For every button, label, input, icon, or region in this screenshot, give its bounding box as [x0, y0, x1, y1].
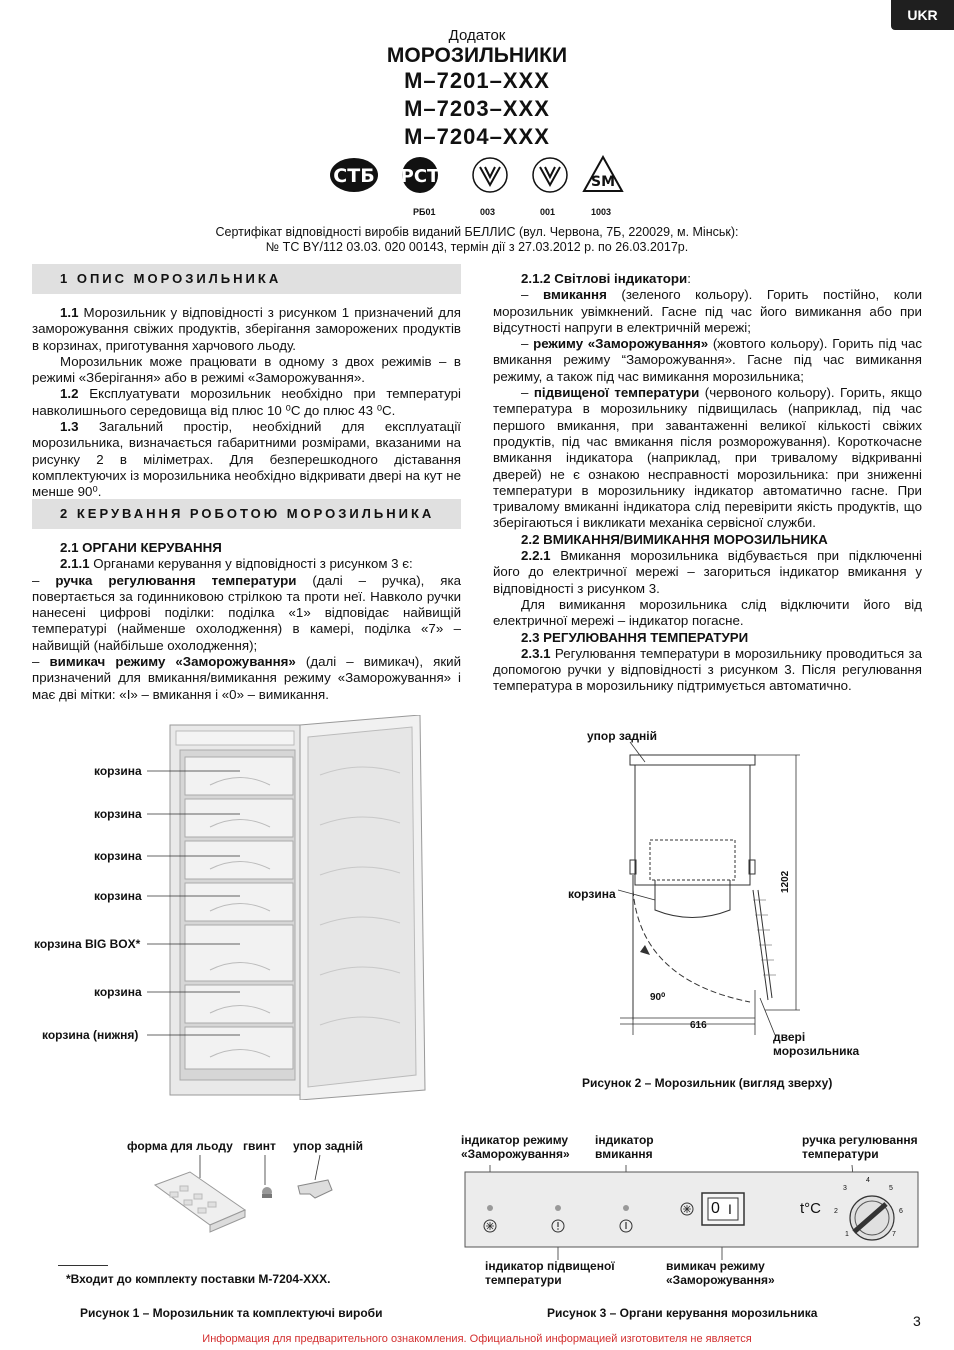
screw-icon	[262, 1187, 272, 1198]
label-line: вимикач режиму	[666, 1259, 765, 1273]
certificate-text	[0, 225, 954, 255]
model-3: М–7204–XXX	[404, 124, 550, 149]
clause-number: 1.3	[60, 419, 79, 435]
appendix-label: Додаток	[448, 27, 506, 44]
cert-line: Сертифікат відповідності виробів виданий БЕЛЛИС (вул. Червона, 7Б, 220029, м. Мінськ):	[215, 225, 739, 239]
ukr-mark-icon-2	[533, 158, 567, 192]
section-2-body-right	[493, 271, 922, 695]
indicator-power-item	[493, 287, 922, 336]
certification-marks	[328, 155, 628, 195]
ice-tray-icon	[155, 1172, 245, 1232]
dimension-width: 616	[690, 1020, 707, 1031]
term-text: (далі – вимикач), який призначений для вмикання/вимикання режиму «Заморожування» і має дві мітки: «I» – вмикання і «0» – вимикання.	[32, 654, 461, 702]
label-power-indicator	[595, 1133, 654, 1161]
term: ручка регулювання температури	[55, 572, 297, 588]
label-line: індикатор підвищеної	[485, 1259, 615, 1273]
clause-number: 1.1	[60, 305, 79, 320]
label-line: ручка регулювання	[802, 1133, 918, 1147]
top-view-drawing	[560, 740, 810, 1040]
label-line: двері	[773, 1030, 806, 1044]
label-temp-knob	[802, 1133, 918, 1161]
figure-3-caption: Рисунок 3 – Органи керування морозильника	[547, 1306, 818, 1320]
section-2-body-left	[32, 540, 461, 703]
subheading-text: 2.3 РЕГУЛЮВАННЯ ТЕМПЕРАТУРИ	[521, 629, 749, 645]
freezer-illustration	[150, 715, 440, 1100]
dash: –	[521, 287, 543, 303]
dial-mark: 1	[845, 1231, 849, 1238]
svg-text:РСТ: РСТ	[400, 166, 440, 187]
term-text: (жовтого кольору). Горить під час вмикання режиму “Заморожування». Гасне під час вимикання режиму, а також під час вимикання морозильника;	[493, 336, 922, 384]
subheading-2-1	[32, 540, 461, 556]
paragraph-2-3-1	[493, 646, 922, 695]
subheading-text: 2.2 ВМИКАННЯ/ВИМИКАННЯ МОРОЗИЛЬНИКА	[521, 531, 828, 547]
page-number: 3	[913, 1313, 921, 1329]
temperature-symbol: t°C	[800, 1200, 821, 1217]
clause-text: Загальний простір, необхідний для експлуатації морозильника, визначається габаритними розмірами, вказаними на рисунку 2 в міліметрах. Для безперешкодного діставання комплектуючих із морозильника необхідно відкривати двері на кут не менше 90⁰.	[32, 419, 461, 500]
label-rear-stop: упор задній	[587, 729, 657, 743]
ukr-mark-icon-1	[473, 158, 507, 192]
label-basket: корзина	[94, 849, 142, 863]
section-2-heading: 2 КЕРУВАННЯ РОБОТОЮ МОРОЗИЛЬНИКА	[32, 499, 461, 529]
svg-text:СТБ: СТБ	[333, 165, 375, 187]
label-line: індикатор режиму	[461, 1133, 569, 1147]
label-big-box: корзина BIG BOX*	[34, 937, 141, 951]
cert-code: 001	[540, 207, 556, 217]
control-panel-drawing	[462, 1160, 922, 1260]
label-freeze-indicator	[461, 1133, 570, 1161]
dial-mark: 4	[866, 1177, 870, 1184]
label-basket: корзина	[568, 887, 616, 901]
document-title: МОРОЗИЛЬНИКИ	[386, 44, 568, 67]
term: вимикач режиму «Заморожування»	[49, 654, 296, 670]
paragraph-1-3	[32, 419, 461, 500]
clause-number: 1.2	[60, 386, 79, 402]
freeze-indicator-led	[487, 1205, 493, 1211]
label-line: індикатор	[595, 1133, 654, 1147]
subheading-text: 2.1 ОРГАНИ КЕРУВАННЯ	[60, 540, 222, 555]
model-2: М–7203–XXX	[404, 96, 550, 121]
switch-off-mark: 0	[711, 1200, 720, 1217]
angle-label: 90⁰	[650, 992, 666, 1003]
label-freeze-switch	[666, 1259, 775, 1287]
accessories-illustration	[150, 1150, 350, 1240]
figure-2-caption: Рисунок 2 – Морозильник (вигляд зверху)	[582, 1076, 833, 1090]
power-indicator-led	[623, 1205, 629, 1211]
paragraph: Для вимикання морозильника слід відключити його від електричної мережі – індикатор погасне.	[493, 596, 922, 629]
term: підвищеної температури	[533, 385, 700, 401]
paragraph-2-1-1	[32, 556, 461, 572]
dash: –	[32, 654, 50, 670]
dial-mark: 2	[834, 1208, 838, 1215]
colon: :	[687, 271, 691, 286]
section-1-heading: 1 ОПИС МОРОЗИЛЬНИКА	[32, 264, 461, 294]
dial-mark: 7	[892, 1231, 896, 1238]
handle-item	[32, 573, 461, 654]
section-1-body	[32, 305, 461, 501]
label-screw: гвинт	[243, 1139, 276, 1153]
subheading-2-3	[493, 630, 922, 646]
temperature-knob	[850, 1196, 894, 1240]
cert-line: № ТС BY/112 03.03. 020 00143, термін дії з 27.03.2012 р. по 26.03.2017р.	[265, 240, 689, 254]
term: режиму «Заморожування»	[533, 336, 709, 352]
label-rear-stop: упор задній	[293, 1139, 363, 1153]
switch-on-mark: I	[728, 1201, 732, 1217]
label-basket: корзина	[94, 764, 142, 778]
label-line: температури	[485, 1273, 562, 1287]
clause-text: Вмикання морозильника відбувається при підключенні його до електричної мережі – загориться індикатор вмикання у відповідності з рисунком 3.	[493, 548, 922, 596]
clause-text: Експлуатувати морозильник необхідно при температурі навколишнього середовища від плюс 10 ⁰С до плюс 43 ⁰С.	[32, 386, 461, 418]
footer-disclaimer: Информация для предварительного ознакомления. Официальной информацией изготовителя не является	[202, 1333, 752, 1345]
label-line: «Заморожування»	[461, 1147, 570, 1161]
label-basket: корзина	[94, 807, 142, 821]
dash: –	[521, 336, 534, 352]
term-text: (далі – ручка), яка повертається за годинниковою стрілкою та проти неї. Навколо ручки нанесені цифрові поділки: поділка «1» відповідає найвищій температурі (найменше охолодження) в камері, поділка «7» – найвищій (найбільше охолодження);	[32, 572, 461, 653]
term: вмикання	[542, 287, 607, 303]
triangle-mark-icon	[584, 157, 622, 191]
model-1: М–7201–XXX	[404, 68, 550, 93]
clause-number: 2.3.1	[521, 645, 551, 661]
clause-text: Органами керування у відповідності з рисунком 3 є:	[89, 556, 413, 572]
subheading-text: 2.1.2 Світлові індикатори	[521, 271, 688, 286]
paragraph-1-2	[32, 386, 461, 419]
label-bottom-basket: корзина (нижня)	[42, 1028, 139, 1042]
cert-code: 1003	[591, 207, 612, 217]
dash: –	[521, 385, 534, 401]
figure-1-caption: Рисунок 1 – Морозильник та комплектуючі вироби	[80, 1306, 383, 1320]
cert-code: 003	[480, 207, 496, 217]
subheading-2-2	[493, 532, 922, 548]
label-line: «Заморожування»	[666, 1273, 775, 1287]
term-text: (зеленого кольору). Горить постійно, коли морозильник увімкнений. Гасне під час його вимикання або при відсутності напруги в електричній мережі;	[493, 287, 922, 335]
clause-number: 2.2.1	[521, 548, 551, 564]
label-line: вмикання	[595, 1147, 653, 1161]
subheading-2-1-2	[493, 271, 922, 287]
cert-code: РБ01	[413, 207, 436, 217]
paragraph-2-2-1	[493, 548, 922, 597]
footnote-rule	[58, 1265, 108, 1266]
dial-mark: 3	[843, 1185, 847, 1192]
rst-mark-icon	[401, 157, 440, 193]
dial-mark: 6	[899, 1208, 903, 1215]
clause-number: 2.1.1	[60, 556, 90, 572]
paragraph-1-1	[32, 305, 461, 354]
paragraph: Морозильник може працювати в одному з двох режимів – в режимі «Зберігання» або в режимі «Заморожування».	[32, 353, 461, 386]
svg-text:SM: SM	[590, 174, 616, 190]
label-line: температури	[802, 1147, 879, 1161]
switch-item	[32, 654, 461, 703]
indicator-temp-item	[493, 385, 922, 532]
label-line: морозильника	[773, 1044, 860, 1058]
language-tab: UKR	[891, 0, 954, 30]
label-ice-tray: форма для льоду	[127, 1139, 233, 1153]
st-b-mark-icon	[330, 158, 378, 192]
dimension-height: 1202	[780, 870, 791, 893]
dial-mark: 5	[889, 1185, 893, 1192]
footnote: *Входит до комплекту поставки М-7204-ХХХ.	[66, 1272, 331, 1286]
clause-text: Регулювання температури в морозильнику проводиться за допомогою ручки у відповідності з рисунком 3. Після регулювання температура в морозильнику підтримується автоматично.	[493, 645, 922, 694]
label-door	[773, 1030, 859, 1058]
term-text: (червоного кольору). Горить, якщо температура в морозильнику підвищилась (наприклад, під час першого вмикання, при завантаженні великої кількості свіжих продуктів, під час вмикання після розморожування). Короткочасне вмикання індикатора (наприклад, при тривалому відкриванні дверей) не є ознакою несправності морозильника: при зниженні температури в морозильнику індикатор автоматично гасне. При тривалому вмиканні індикатора слід перевірити якість продуктів, що зберігаються і викликати механіка сервісної служби.	[493, 385, 922, 531]
rear-stop-icon	[298, 1180, 332, 1198]
freeze-mode-switch	[702, 1193, 744, 1225]
label-basket: корзина	[94, 985, 142, 999]
clause-text: Морозильник у відповідності з рисунком 1 призначений для заморожування свіжих продуктів, зберігання заморожених продуктів в корзинах, приготування харчового льоду.	[32, 305, 461, 353]
temp-indicator-led	[555, 1205, 561, 1211]
dash: –	[32, 572, 56, 588]
label-basket: корзина	[94, 889, 142, 903]
label-temp-indicator	[485, 1259, 615, 1287]
indicator-freeze-item	[493, 336, 922, 385]
